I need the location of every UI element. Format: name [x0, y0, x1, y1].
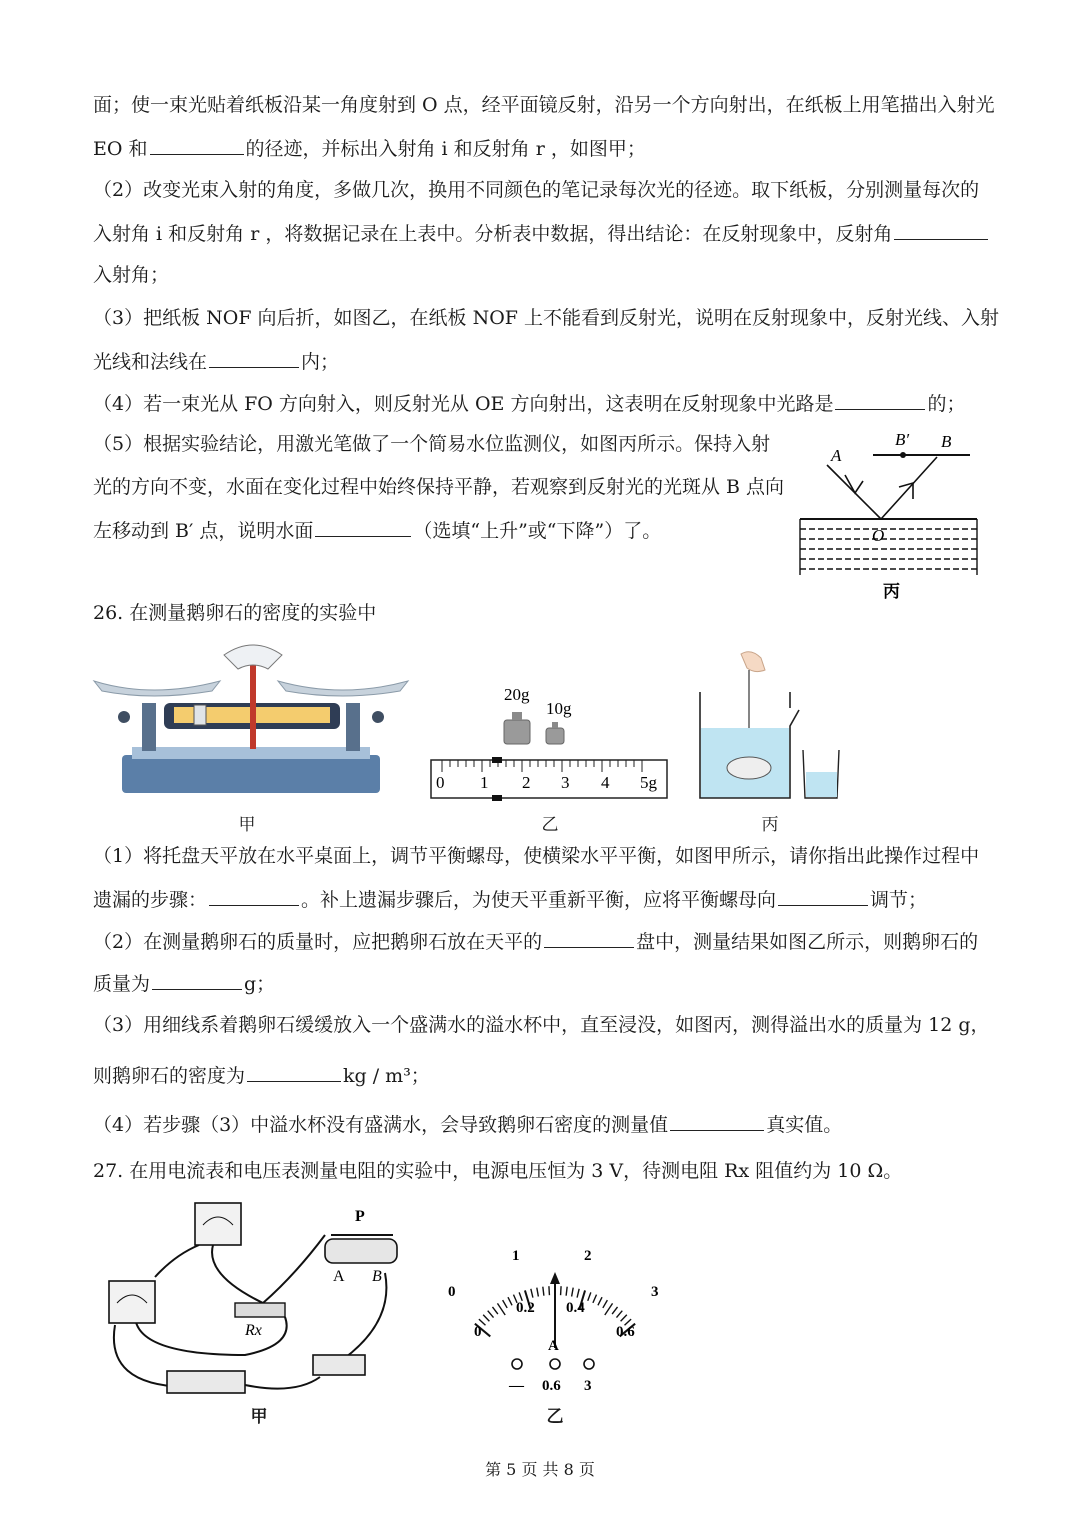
balance-figure [92, 635, 412, 800]
left-pillar [142, 703, 156, 751]
q25-line-7 [93, 347, 339, 375]
rider [194, 705, 206, 725]
left-pan [94, 681, 220, 696]
answer-blank[interactable] [209, 347, 299, 368]
label-b-prime: B′ [895, 430, 910, 449]
q26-line-6b: kg / m³； [343, 1065, 430, 1087]
q26-line-4 [93, 969, 275, 997]
q26-line-2b: 。补上遗漏步骤后，为使天平重新平衡，应将平衡螺母向 [301, 889, 777, 911]
wire [245, 1377, 320, 1389]
q26-line-6 [93, 1061, 430, 1089]
dial-tick-mark [531, 1289, 533, 1298]
wire [335, 1273, 386, 1365]
dial [224, 645, 282, 669]
circuit-figure [95, 1195, 425, 1425]
q25-line-1: 面；使一束光贴着纸板沿某一角度射到 O 点，经平面镜反射，沿另一个方向射出，在纸板上用笔描出入射光 [93, 94, 995, 116]
rheostat [325, 1239, 397, 1263]
terminal-negative [512, 1359, 522, 1369]
ruler-tick-2: 2 [522, 773, 531, 792]
top-tick-3: 3 [651, 1284, 659, 1300]
dial-tick-mark [503, 1300, 508, 1308]
answer-blank[interactable] [544, 927, 634, 948]
label-a: A [831, 446, 842, 465]
ruler-tick-5g: 5g [640, 773, 657, 792]
incident-arrow [845, 475, 863, 493]
point-b-prime [900, 452, 906, 458]
dial-tick-mark [621, 1315, 627, 1322]
q26-line-7b: 真实值。 [766, 1114, 843, 1136]
right-balance-nut [372, 711, 384, 723]
bottom-tick-0-6: 0.6 [616, 1324, 635, 1340]
rider-marker-bottom [492, 795, 502, 801]
q25-line-4a: 入射角 i 和反射角 r ，将数据记录在上表中。分析表中数据，得出结论：在反射现象中，反射角 [93, 223, 893, 245]
top-tick-2: 2 [584, 1248, 592, 1264]
dial-tick-mark [537, 1288, 539, 1297]
answer-blank[interactable] [835, 389, 925, 410]
ruler-tick-0: 0 [436, 773, 445, 792]
q26-title: 26. 在测量鹅卵石的密度的实验中 [93, 602, 377, 624]
balance-base [122, 755, 380, 793]
dial-tick-mark [603, 1300, 608, 1308]
needle-tip [550, 1272, 560, 1284]
dial-tick-mark [492, 1307, 497, 1314]
weight-label-20g: 20g [504, 685, 530, 704]
dial-tick-mark [598, 1297, 602, 1305]
label-a: A [333, 1268, 345, 1285]
caption-yi-27: 乙 [546, 1407, 564, 1427]
caption-bing: 丙 [761, 815, 779, 835]
water-level-figure [795, 425, 985, 605]
resistor-rx [235, 1303, 285, 1317]
q25-line-11b: （选填“上升”或“下降”）了。 [413, 520, 662, 542]
beaker-water [806, 772, 837, 797]
overflow-cup-figure [695, 648, 850, 803]
top-tick-1: 1 [512, 1248, 520, 1264]
dial-tick-mark [549, 1286, 550, 1295]
q25-line-2 [93, 134, 646, 162]
terminal-label-negative: — [509, 1378, 524, 1394]
dial-tick-mark [612, 1307, 617, 1314]
q26-line-7a: （4）若步骤（3）中溢水杯没有盛满水，会导致鹅卵石密度的测量值 [93, 1114, 669, 1136]
switch [313, 1355, 365, 1375]
q26-line-3 [93, 927, 978, 955]
q26-line-2c: 调节； [870, 889, 928, 911]
label-b: B [372, 1268, 382, 1285]
top-tick-0: 0 [448, 1284, 456, 1300]
q25-line-2b: 的径迹，并标出入射角 i 和反射角 r ，如图甲； [245, 138, 646, 160]
answer-blank[interactable] [778, 885, 868, 906]
answer-blank[interactable] [894, 219, 988, 240]
dial-tick-mark [605, 1303, 613, 1315]
weight-10g [546, 728, 564, 744]
q25-line-10: 光的方向不变，水面在变化过程中始终保持平静，若观察到反射光的光斑从 B 点向 [93, 476, 785, 498]
battery [167, 1371, 245, 1393]
bottom-tick-0-2: 0.2 [516, 1300, 535, 1316]
answer-blank[interactable] [150, 134, 244, 155]
dial-tick-mark [488, 1311, 494, 1318]
rider-marker-top [492, 757, 502, 763]
weight-20g [504, 720, 530, 744]
bottom-tick-0-4: 0.4 [566, 1300, 585, 1316]
terminal-label-0-6: 0.6 [542, 1378, 561, 1394]
dial-tick-mark [508, 1297, 512, 1305]
answer-blank[interactable] [209, 885, 299, 906]
q25-line-7b: 内； [301, 351, 340, 373]
q25-line-11 [93, 516, 661, 544]
caption-jia: 甲 [238, 815, 256, 835]
wire [135, 1315, 287, 1355]
q25-line-2a: EO 和 [93, 138, 148, 160]
q26-line-2a: 遗漏的步骤： [93, 889, 208, 911]
ruler-tick-3: 3 [561, 773, 570, 792]
dial-tick-mark [593, 1295, 597, 1303]
answer-blank[interactable] [315, 516, 411, 537]
label-rx: Rx [245, 1322, 262, 1339]
weight-10g-knob [552, 722, 558, 728]
dial-tick-mark [616, 1311, 622, 1318]
q26-line-6a: 则鹅卵石的密度为 [93, 1065, 246, 1087]
ruler-tick-1: 1 [480, 773, 489, 792]
right-pillar [346, 703, 360, 751]
figure-caption: 丙 [883, 582, 900, 601]
right-pan [278, 681, 408, 696]
q26-line-4b: g； [244, 973, 276, 995]
weight-20g-knob [512, 712, 522, 720]
terminal-0-6 [550, 1359, 560, 1369]
q27-title: 27. 在用电流表和电压表测量电阻的实验中，电源电压恒为 3 V，待测电阻 Rx 阻值约为 10 Ω。 [93, 1160, 903, 1182]
q25-line-11a: 左移动到 B′ 点，说明水面 [93, 520, 314, 542]
terminal-3 [584, 1359, 594, 1369]
dial-tick-mark [543, 1287, 544, 1296]
unit-label: A [548, 1338, 559, 1354]
pointer [250, 657, 256, 749]
q26-line-5: （3）用细线系着鹅卵石缓缓放入一个盛满水的溢水杯中，直至浸没，如图丙，测得溢出水的质量为 12 g， [93, 1014, 990, 1036]
dial-tick-mark [577, 1289, 579, 1298]
q26-line-1: （1）将托盘天平放在水平桌面上，调节平衡螺母，使横梁水平平衡，如图甲所示，请你指出此操作过程中 [93, 845, 980, 867]
q25-line-5: 入射角； [93, 264, 170, 286]
q26-line-2 [93, 885, 927, 913]
label-p: P [355, 1208, 365, 1225]
bottom-tick-0: 0 [474, 1324, 482, 1340]
ammeter [109, 1281, 155, 1323]
q26-line-7 [93, 1110, 842, 1138]
weight-label-10g: 10g [546, 699, 572, 718]
q25-line-6: （3）把纸板 NOF 向后折，如图乙，在纸板 NOF 上不能看到反射光，说明在反射现象中，反射光线、入射 [93, 307, 1000, 329]
weights-scale-figure [428, 680, 673, 805]
q25-line-7a: 光线和法线在 [93, 351, 208, 373]
q26-line-4a: 质量为 [93, 973, 151, 995]
caption-jia-27: 甲 [250, 1407, 268, 1427]
dial-tick-mark [561, 1286, 562, 1295]
reflected-ray [881, 457, 937, 519]
q25-line-9: （5）根据实验结论，用激光笔做了一个简易水位监测仪，如图丙所示。保持入射 [93, 433, 771, 455]
q25-line-8 [93, 389, 965, 417]
dial-tick-mark [566, 1287, 567, 1296]
page-footer: 第 5 页 共 8 页 [485, 1460, 595, 1479]
pebble [727, 757, 771, 779]
ruler-tick-4: 4 [601, 773, 610, 792]
label-o: O [872, 526, 885, 545]
dial-tick-mark [497, 1303, 505, 1315]
dial-tick-mark [572, 1288, 574, 1297]
q25-line-4 [93, 219, 990, 247]
dial-tick-mark [588, 1292, 591, 1300]
left-balance-nut [118, 711, 130, 723]
q26-line-3a: （2）在测量鹅卵石的质量时，应把鹅卵石放在天平的 [93, 931, 543, 953]
caption-yi: 乙 [541, 815, 559, 835]
answer-blank[interactable] [670, 1110, 764, 1131]
voltmeter [195, 1203, 241, 1245]
terminal-label-3: 3 [584, 1378, 592, 1394]
answer-blank[interactable] [247, 1061, 341, 1082]
q25-line-8b: 的； [927, 393, 966, 415]
q25-line-8a: （4）若一束光从 FO 方向射入，则反射光从 OE 方向射出，这表明在反射现象中光路是 [93, 393, 834, 415]
q25-line-3: （2）改变光束入射的角度，多做几次，换用不同颜色的笔记录每次光的径迹。取下纸板，分别测量每次的 [93, 179, 980, 201]
q26-line-3b: 盘中，测量结果如图乙所示，则鹅卵石的 [636, 931, 979, 953]
wire [155, 1245, 199, 1277]
label-b: B [941, 432, 952, 451]
answer-blank[interactable] [152, 969, 242, 990]
hand [741, 652, 765, 672]
ammeter-dial-figure [440, 1240, 670, 1400]
dial-tick-mark [483, 1315, 489, 1322]
